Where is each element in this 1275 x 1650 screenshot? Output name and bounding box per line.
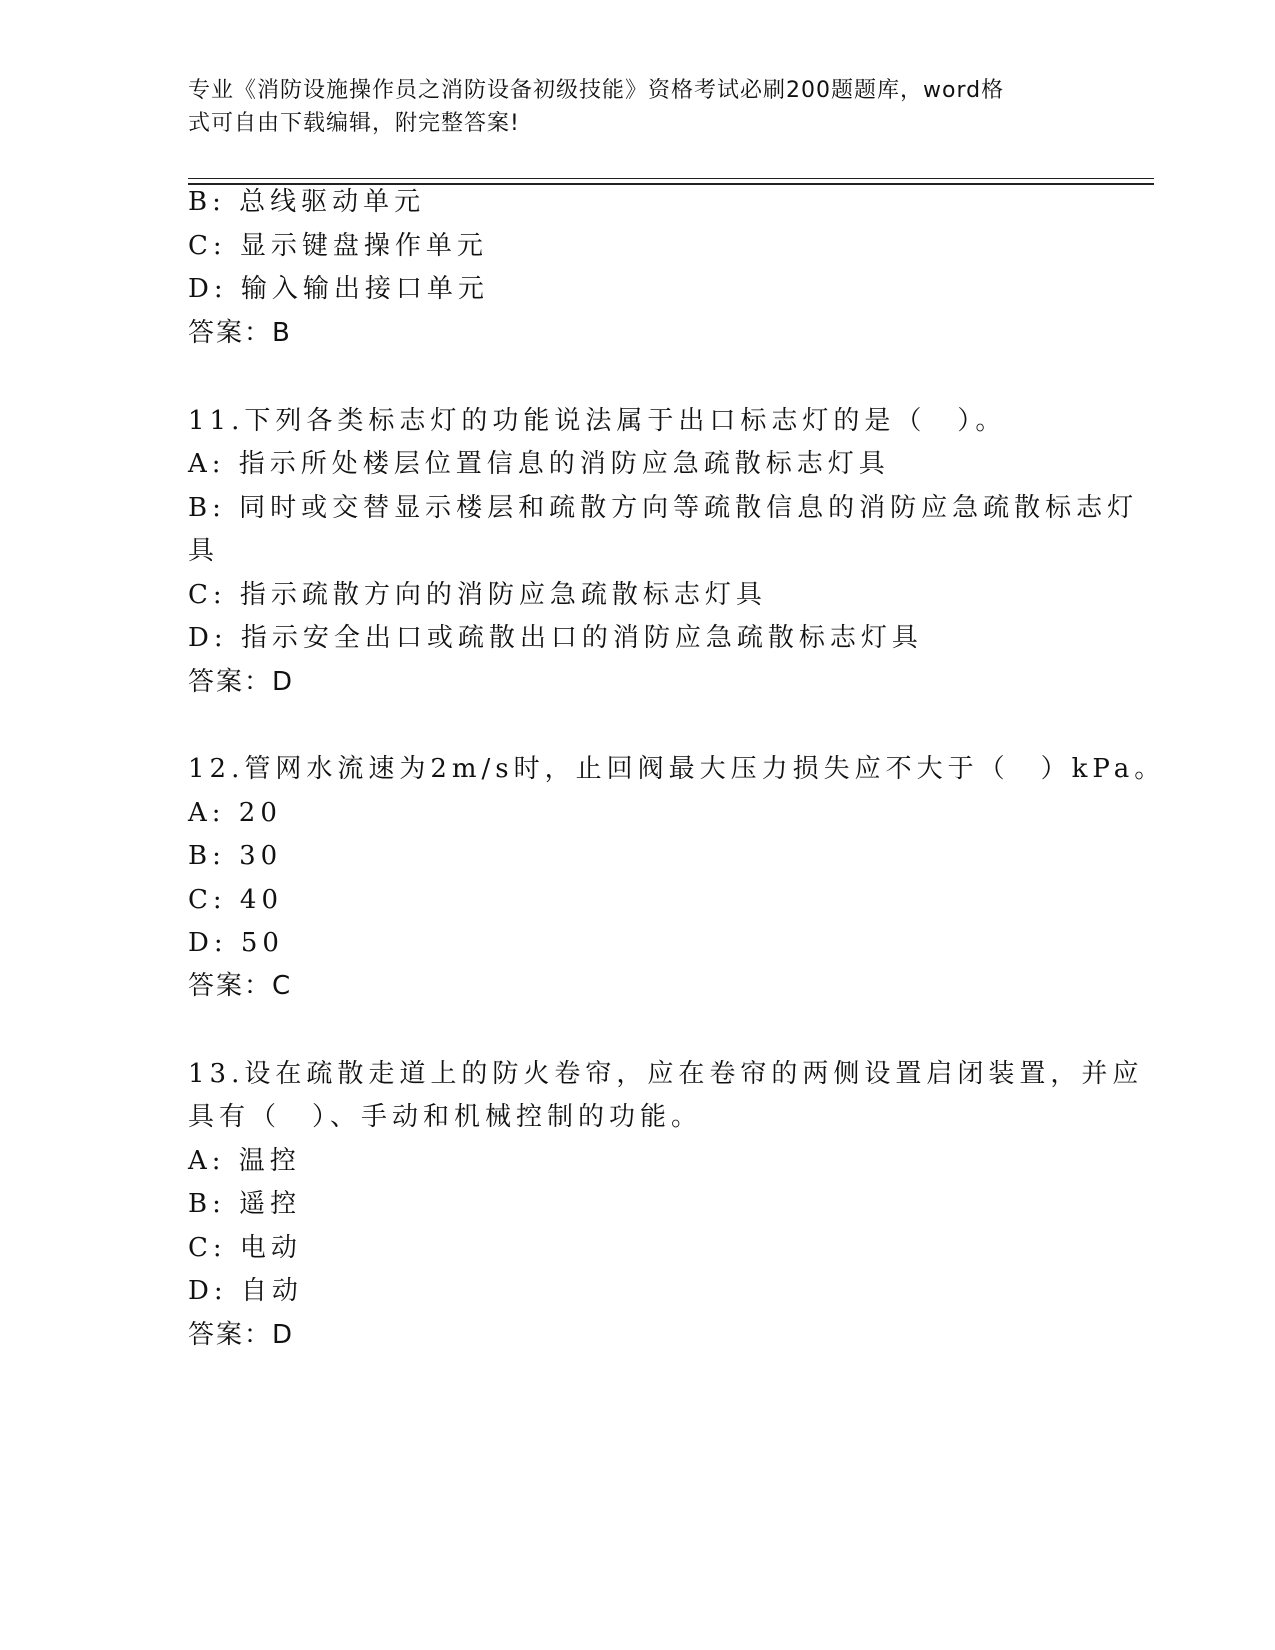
question-13-option-d: D: 自动 — [188, 1276, 303, 1306]
question-13-option-c: C: 电动 — [188, 1233, 302, 1263]
question-13-answer: 答案：D — [188, 1320, 295, 1350]
question-13-option-a: A: 温控 — [188, 1146, 301, 1176]
question-11-stem: 11.下列各类标志灯的功能说法属于出口标志灯的是（ ）。 — [188, 406, 1007, 436]
document-header — [188, 74, 1088, 140]
question-11-option-d: D: 指示安全出口或疏散出口的消防应急疏散标志灯具 — [188, 623, 923, 653]
question-13-stem-line-1: 13.设在疏散走道上的防火卷帘，应在卷帘的两侧设置启闭装置，并应 — [188, 1059, 1144, 1089]
question-11-option-b-wrap: 具 — [188, 536, 220, 566]
header-line-2: 式可自由下载编辑，附完整答案! — [188, 111, 520, 136]
option-c: C: 显示键盘操作单元 — [188, 231, 488, 261]
answer-line: 答案：B — [188, 318, 292, 348]
question-12-answer: 答案：C — [188, 971, 293, 1001]
question-12-option-a: A: 20 — [188, 798, 282, 828]
header-divider-thin — [188, 178, 1154, 179]
option-b: B: 总线驱动单元 — [188, 187, 426, 217]
option-d: D: 输入输出接口单元 — [188, 274, 489, 304]
question-11-answer: 答案：D — [188, 667, 295, 697]
question-13-stem-line-2: 具有（ ）、手动和机械控制的功能。 — [188, 1102, 703, 1132]
question-12-stem: 12.管网水流速为2m/s时，止回阀最大压力损失应不大于（ ）kPa。 — [188, 754, 1166, 784]
question-11-option-c: C: 指示疏散方向的消防应急疏散标志灯具 — [188, 580, 767, 610]
question-12-option-c: C: 40 — [188, 885, 284, 915]
header-divider-thick — [188, 183, 1154, 185]
question-11-option-b: B: 同时或交替显示楼层和疏散方向等疏散信息的消防应急疏散标志灯 — [188, 493, 1139, 523]
header-line-1: 专业《消防设施操作员之消防设备初级技能》资格考试必刷200题题库，word格 — [188, 78, 1005, 103]
question-12-option-b: B: 30 — [188, 841, 283, 871]
question-13-option-b: B: 遥控 — [188, 1189, 302, 1219]
question-11-option-a: A: 指示所处楼层位置信息的消防应急疏散标志灯具 — [188, 449, 890, 479]
question-12-option-d: D: 50 — [188, 928, 284, 958]
